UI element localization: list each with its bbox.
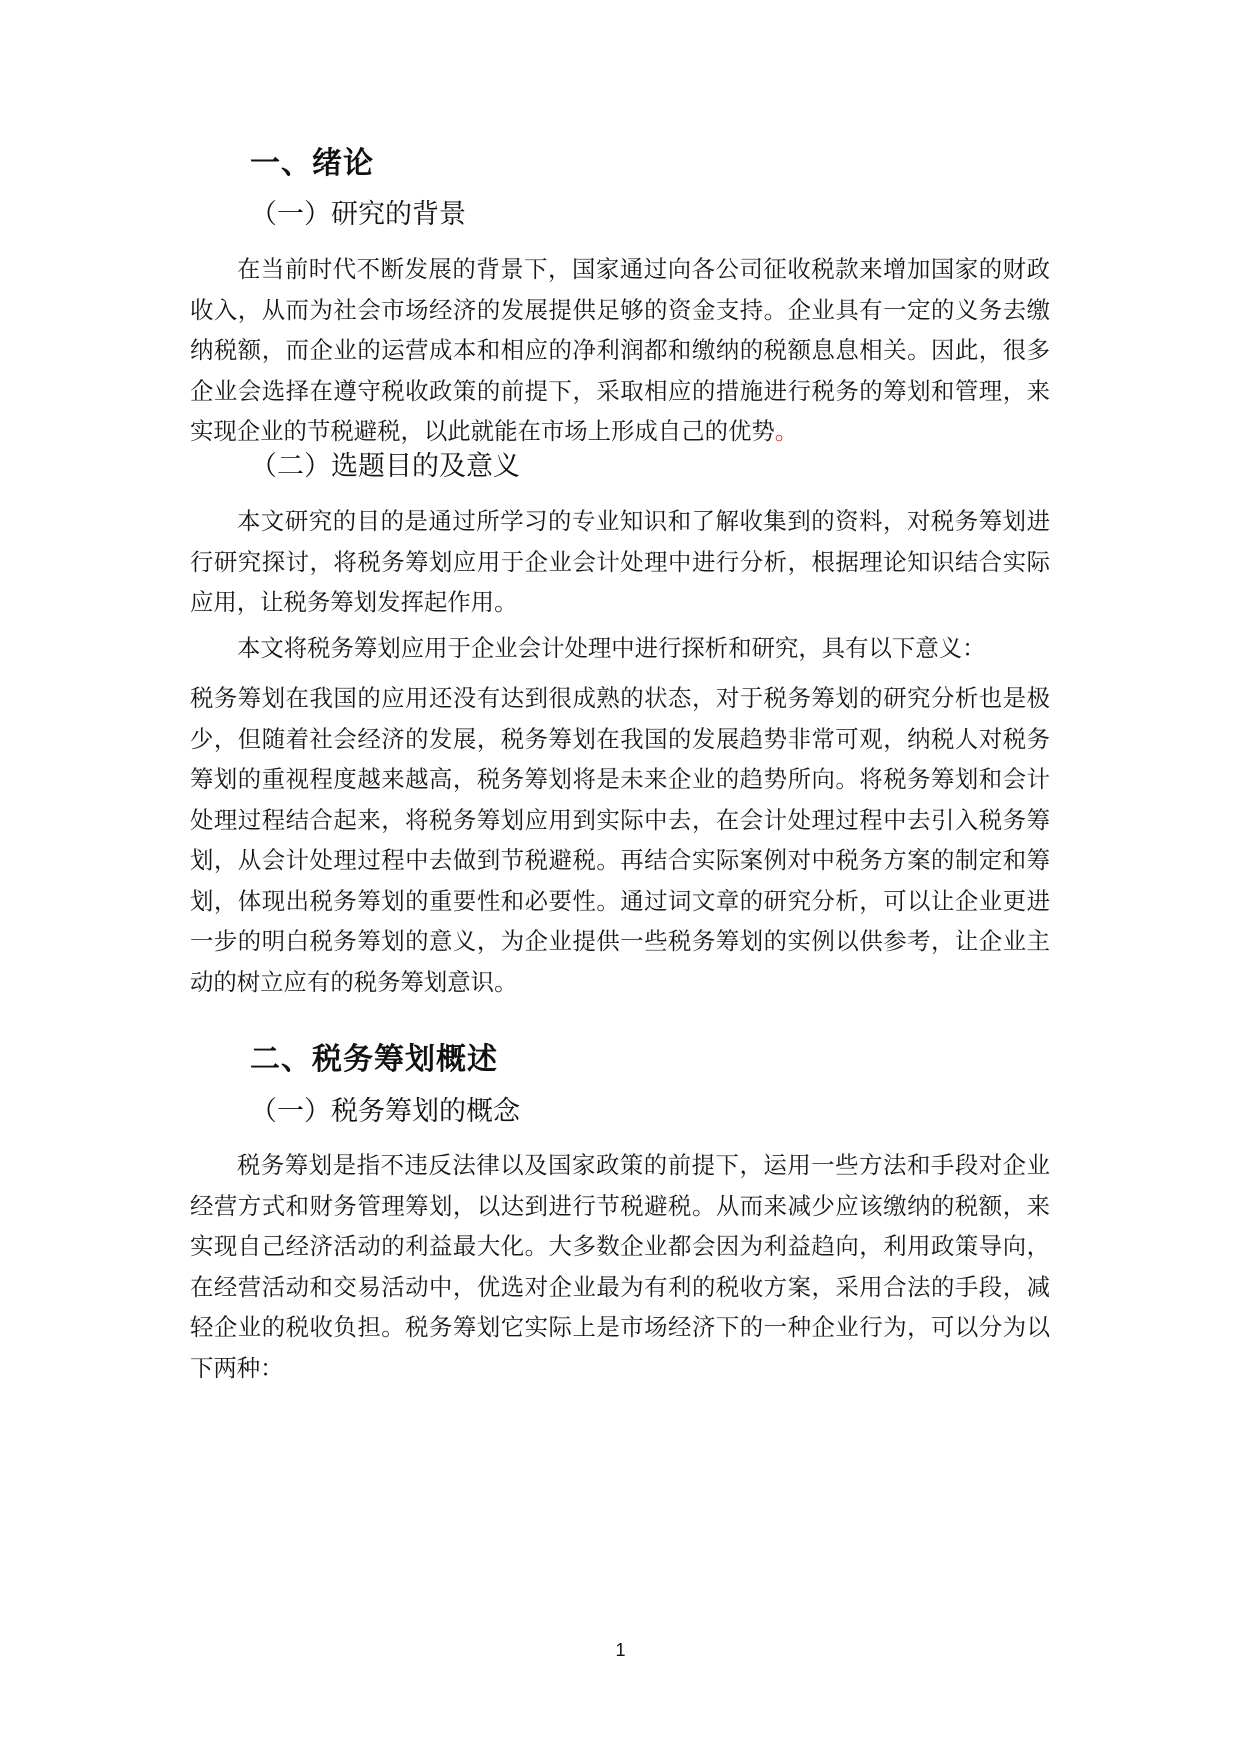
section-heading-introduction: 一、绪论 [250, 146, 374, 181]
subsection-heading-purpose: （二）选题目的及意义 [250, 451, 520, 482]
page-number: 1 [615, 1640, 626, 1660]
paragraph-significance: 税务筹划在我国的应用还没有达到很成熟的状态，对于税务筹划的研究分析也是极少，但随着社会经济的发展，税务筹划在我国的发展趋势非常可观，纳税人对税务筹划的重视程度越来越高，税务筹划将是未来企业的趋势所向。将税务筹划和会计处理过程结合起来，将税务筹划应用到实际中去，在会计处理过程中去引入税务筹划，从会计处理过程中去做到节税避税。再结合实际案例对中税务方案的制定和筹划，体现出税务筹划的重要性和必要性。通过词文章的研究分析，可以让企业更进一步的明白税务筹划的意义，为企业提供一些税务筹划的实例以供参考，让企业主动的树立应有的税务筹划意识。 [190, 684, 1050, 996]
paragraph-significance-intro: 本文将税务筹划应用于企业会计处理中进行探析和研究，具有以下意义： [237, 634, 986, 662]
paragraph-end-mark: 。 [774, 417, 799, 445]
paragraph-background-text: 在当前时代不断发展的背景下，国家通过向各公司征收税款来增加国家的财政收入，从而为社会市场经济的发展提供足够的资金支持。企业具有一定的义务去缴纳税额，而企业的运营成本和相应的净利润都和缴纳的税额息息相关。因此，很多企业会选择在遵守税收政策的前提下，采取相应的措施进行税务的筹划和管理，来实现企业的节税避税，以此就能在市场上形成自己的优势 [190, 255, 1050, 445]
section-heading-overview: 二、税务筹划概述 [250, 1042, 498, 1077]
paragraph-purpose: 本文研究的目的是通过所学习的专业知识和了解收集到的资料，对税务筹划进行研究探讨，将税务筹划应用于企业会计处理中进行分析，根据理论知识结合实际应用，让税务筹划发挥起作用。 [190, 507, 1050, 616]
paragraph-concept: 税务筹划是指不违反法律以及国家政策的前提下，运用一些方法和手段对企业经营方式和财务管理筹划，以达到进行节税避税。从而来减少应该缴纳的税额，来实现自己经济活动的利益最大化。大多数企业都会因为利益趋向，利用政策导向，在经营活动和交易活动中，优选对企业最为有利的税收方案，采用合法的手段，减轻企业的税收负担。税务筹划它实际上是市场经济下的一种企业行为，可以分为以下两种： [190, 1151, 1050, 1382]
subsection-heading-background: （一）研究的背景 [250, 199, 466, 230]
paragraph-background [190, 249, 1050, 452]
subsection-heading-concept: （一）税务筹划的概念 [250, 1096, 520, 1127]
